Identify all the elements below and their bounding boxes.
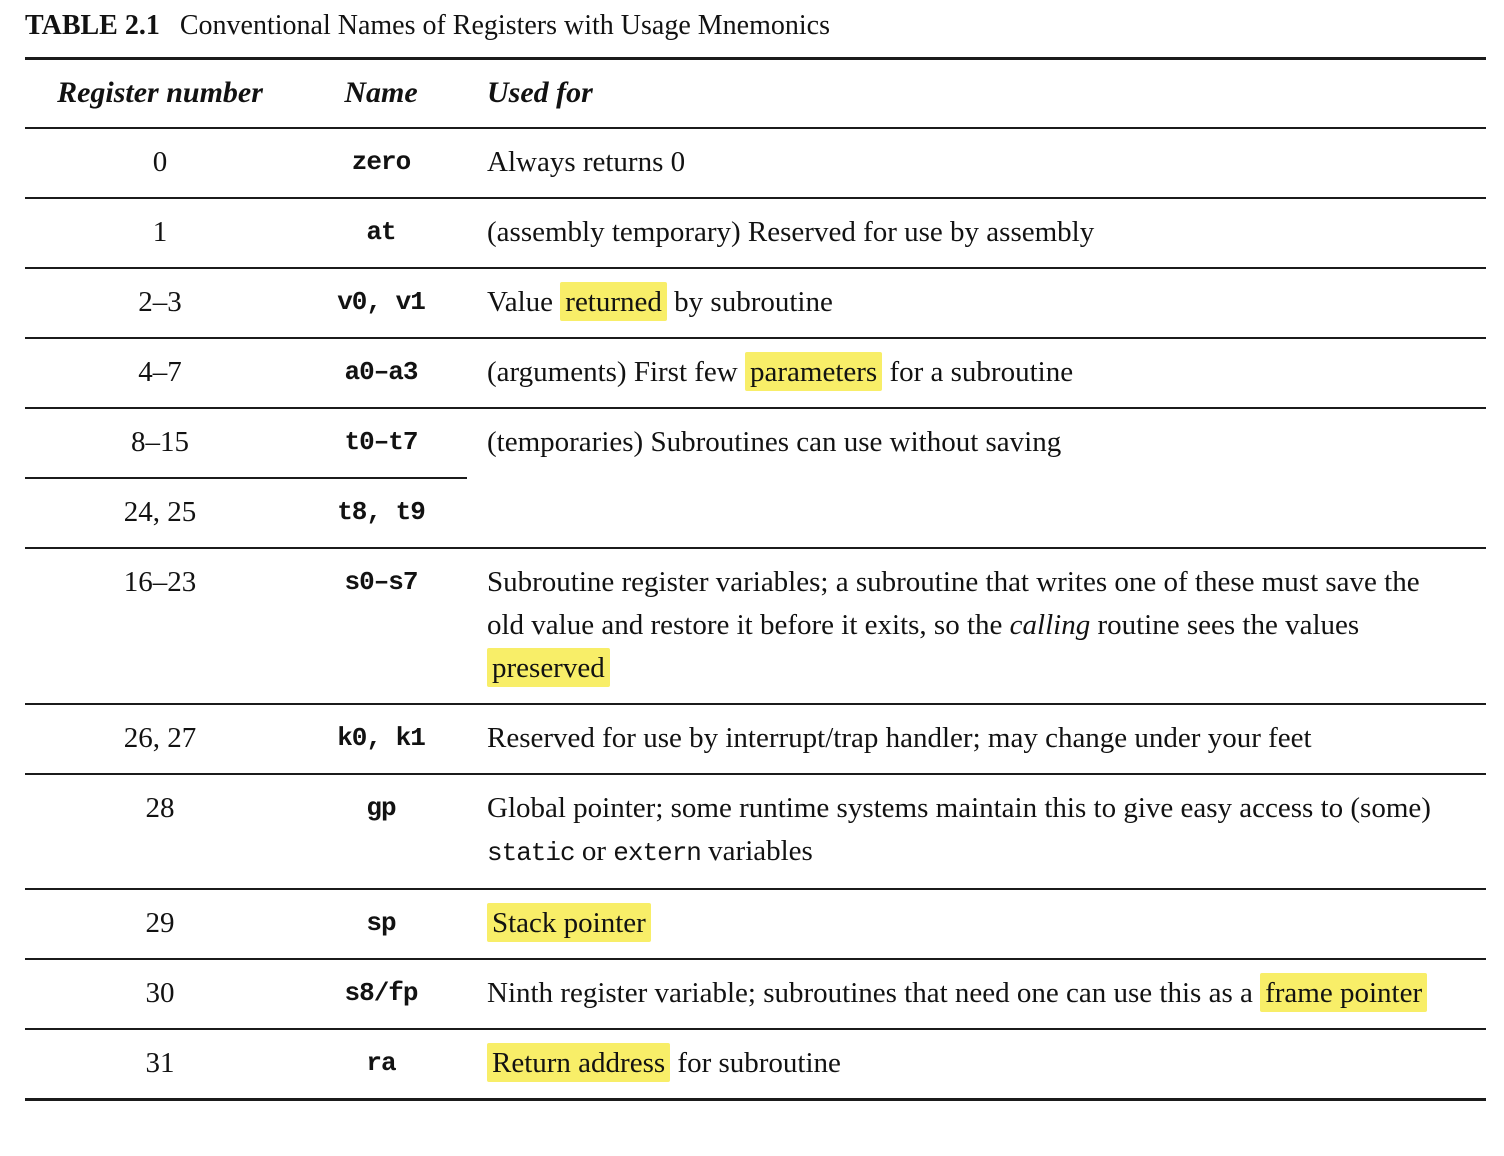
column-header-used-for: Used for — [487, 76, 593, 109]
register-name-cell: v0, v1 — [337, 287, 425, 317]
usage-cell — [467, 704, 1486, 774]
usage-text: for subroutine — [670, 1047, 841, 1079]
table-row — [25, 548, 1486, 704]
usage-text: variables — [700, 835, 813, 867]
table-caption-label: TABLE 2.1 — [25, 10, 160, 41]
register-number-cell: 8–15 — [131, 426, 189, 458]
usage-cell — [467, 128, 1486, 198]
usage-text: Global pointer; some runtime systems maintain this to give easy access to (some) — [487, 792, 1431, 824]
usage-text: (arguments) First few — [487, 356, 745, 388]
register-number-cell: 0 — [152, 146, 168, 178]
usage-cell — [467, 889, 1486, 959]
inline-code: extern — [613, 838, 701, 868]
table-caption — [25, 8, 1486, 44]
register-name-cell: s8/fp — [344, 978, 418, 1008]
usage-text: Subroutine register variables; a subroutine that writes one of these must save the old value and restore it before it exits, so the — [487, 566, 1420, 641]
column-header-register-number: Register number — [57, 76, 263, 109]
register-name-cell: sp — [366, 908, 396, 938]
table-row — [25, 268, 1486, 338]
usage-cell — [467, 198, 1486, 268]
register-number-cell: 2–3 — [138, 286, 182, 318]
usage-text: or — [574, 835, 614, 867]
register-name-cell: t0–t7 — [344, 427, 418, 457]
usage-cell — [467, 1029, 1486, 1100]
table-row — [25, 774, 1486, 889]
inline-code: static — [487, 838, 575, 868]
usage-text: (assembly temporary) Reserved for use by assembly — [487, 216, 1095, 248]
usage-text: Reserved for use by interrupt/trap handler; may change under your feet — [487, 722, 1312, 754]
usage-text: (temporaries) Subroutines can use without saving — [487, 426, 1062, 458]
column-header-name: Name — [344, 76, 418, 109]
register-name-cell: a0–a3 — [344, 357, 418, 387]
usage-cell — [467, 268, 1486, 338]
table-row — [25, 408, 1486, 478]
usage-cell — [467, 548, 1486, 704]
usage-text: routine sees the values — [1090, 609, 1360, 641]
usage-text: Value — [487, 286, 561, 318]
highlighted-text: Stack pointer — [487, 903, 651, 942]
italic-text: calling — [1009, 609, 1091, 641]
usage-text: Always returns 0 — [487, 146, 686, 178]
table-row — [25, 1029, 1486, 1100]
table-row — [25, 889, 1486, 959]
usage-cell — [467, 338, 1486, 408]
header-row — [25, 59, 1486, 129]
highlighted-text: returned — [560, 282, 667, 321]
register-name-cell: gp — [366, 793, 396, 823]
register-number-cell: 4–7 — [138, 356, 182, 388]
register-number-cell: 28 — [145, 792, 175, 824]
register-name-cell: t8, t9 — [295, 478, 467, 548]
register-name-cell: zero — [351, 147, 411, 177]
table-row — [25, 704, 1486, 774]
usage-cell — [467, 959, 1486, 1029]
register-name-cell: k0, k1 — [337, 723, 425, 753]
register-number-cell: 1 — [152, 216, 168, 248]
usage-text: for a subroutine — [882, 356, 1074, 388]
highlighted-text: preserved — [487, 648, 610, 687]
register-name-cell: at — [366, 217, 396, 247]
highlighted-text: parameters — [745, 352, 882, 391]
usage-text: Ninth register variable; subroutines that need one can use this as a — [487, 977, 1261, 1009]
usage-text: by subroutine — [666, 286, 833, 318]
table-row — [25, 198, 1486, 268]
register-table-body — [25, 128, 1486, 1100]
highlighted-text: frame pointer — [1260, 973, 1427, 1012]
table-row — [25, 128, 1486, 198]
register-name-cell: s0–s7 — [344, 567, 418, 597]
register-table — [25, 57, 1486, 1101]
register-number-cell: 24, 25 — [25, 478, 295, 548]
table-row — [25, 959, 1486, 1029]
register-number-cell: 29 — [145, 907, 175, 939]
register-number-cell: 16–23 — [123, 566, 197, 598]
usage-cell — [467, 408, 1486, 548]
highlighted-text: Return address — [487, 1043, 670, 1082]
table-row — [25, 338, 1486, 408]
register-name-cell: ra — [366, 1048, 396, 1078]
register-number-cell: 26, 27 — [123, 722, 197, 754]
register-number-cell: 31 — [145, 1047, 175, 1079]
register-number-cell: 30 — [145, 977, 175, 1009]
usage-cell — [467, 774, 1486, 889]
register-table-header — [25, 59, 1486, 129]
table-caption-text: Conventional Names of Registers with Usage Mnemonics — [179, 10, 830, 41]
